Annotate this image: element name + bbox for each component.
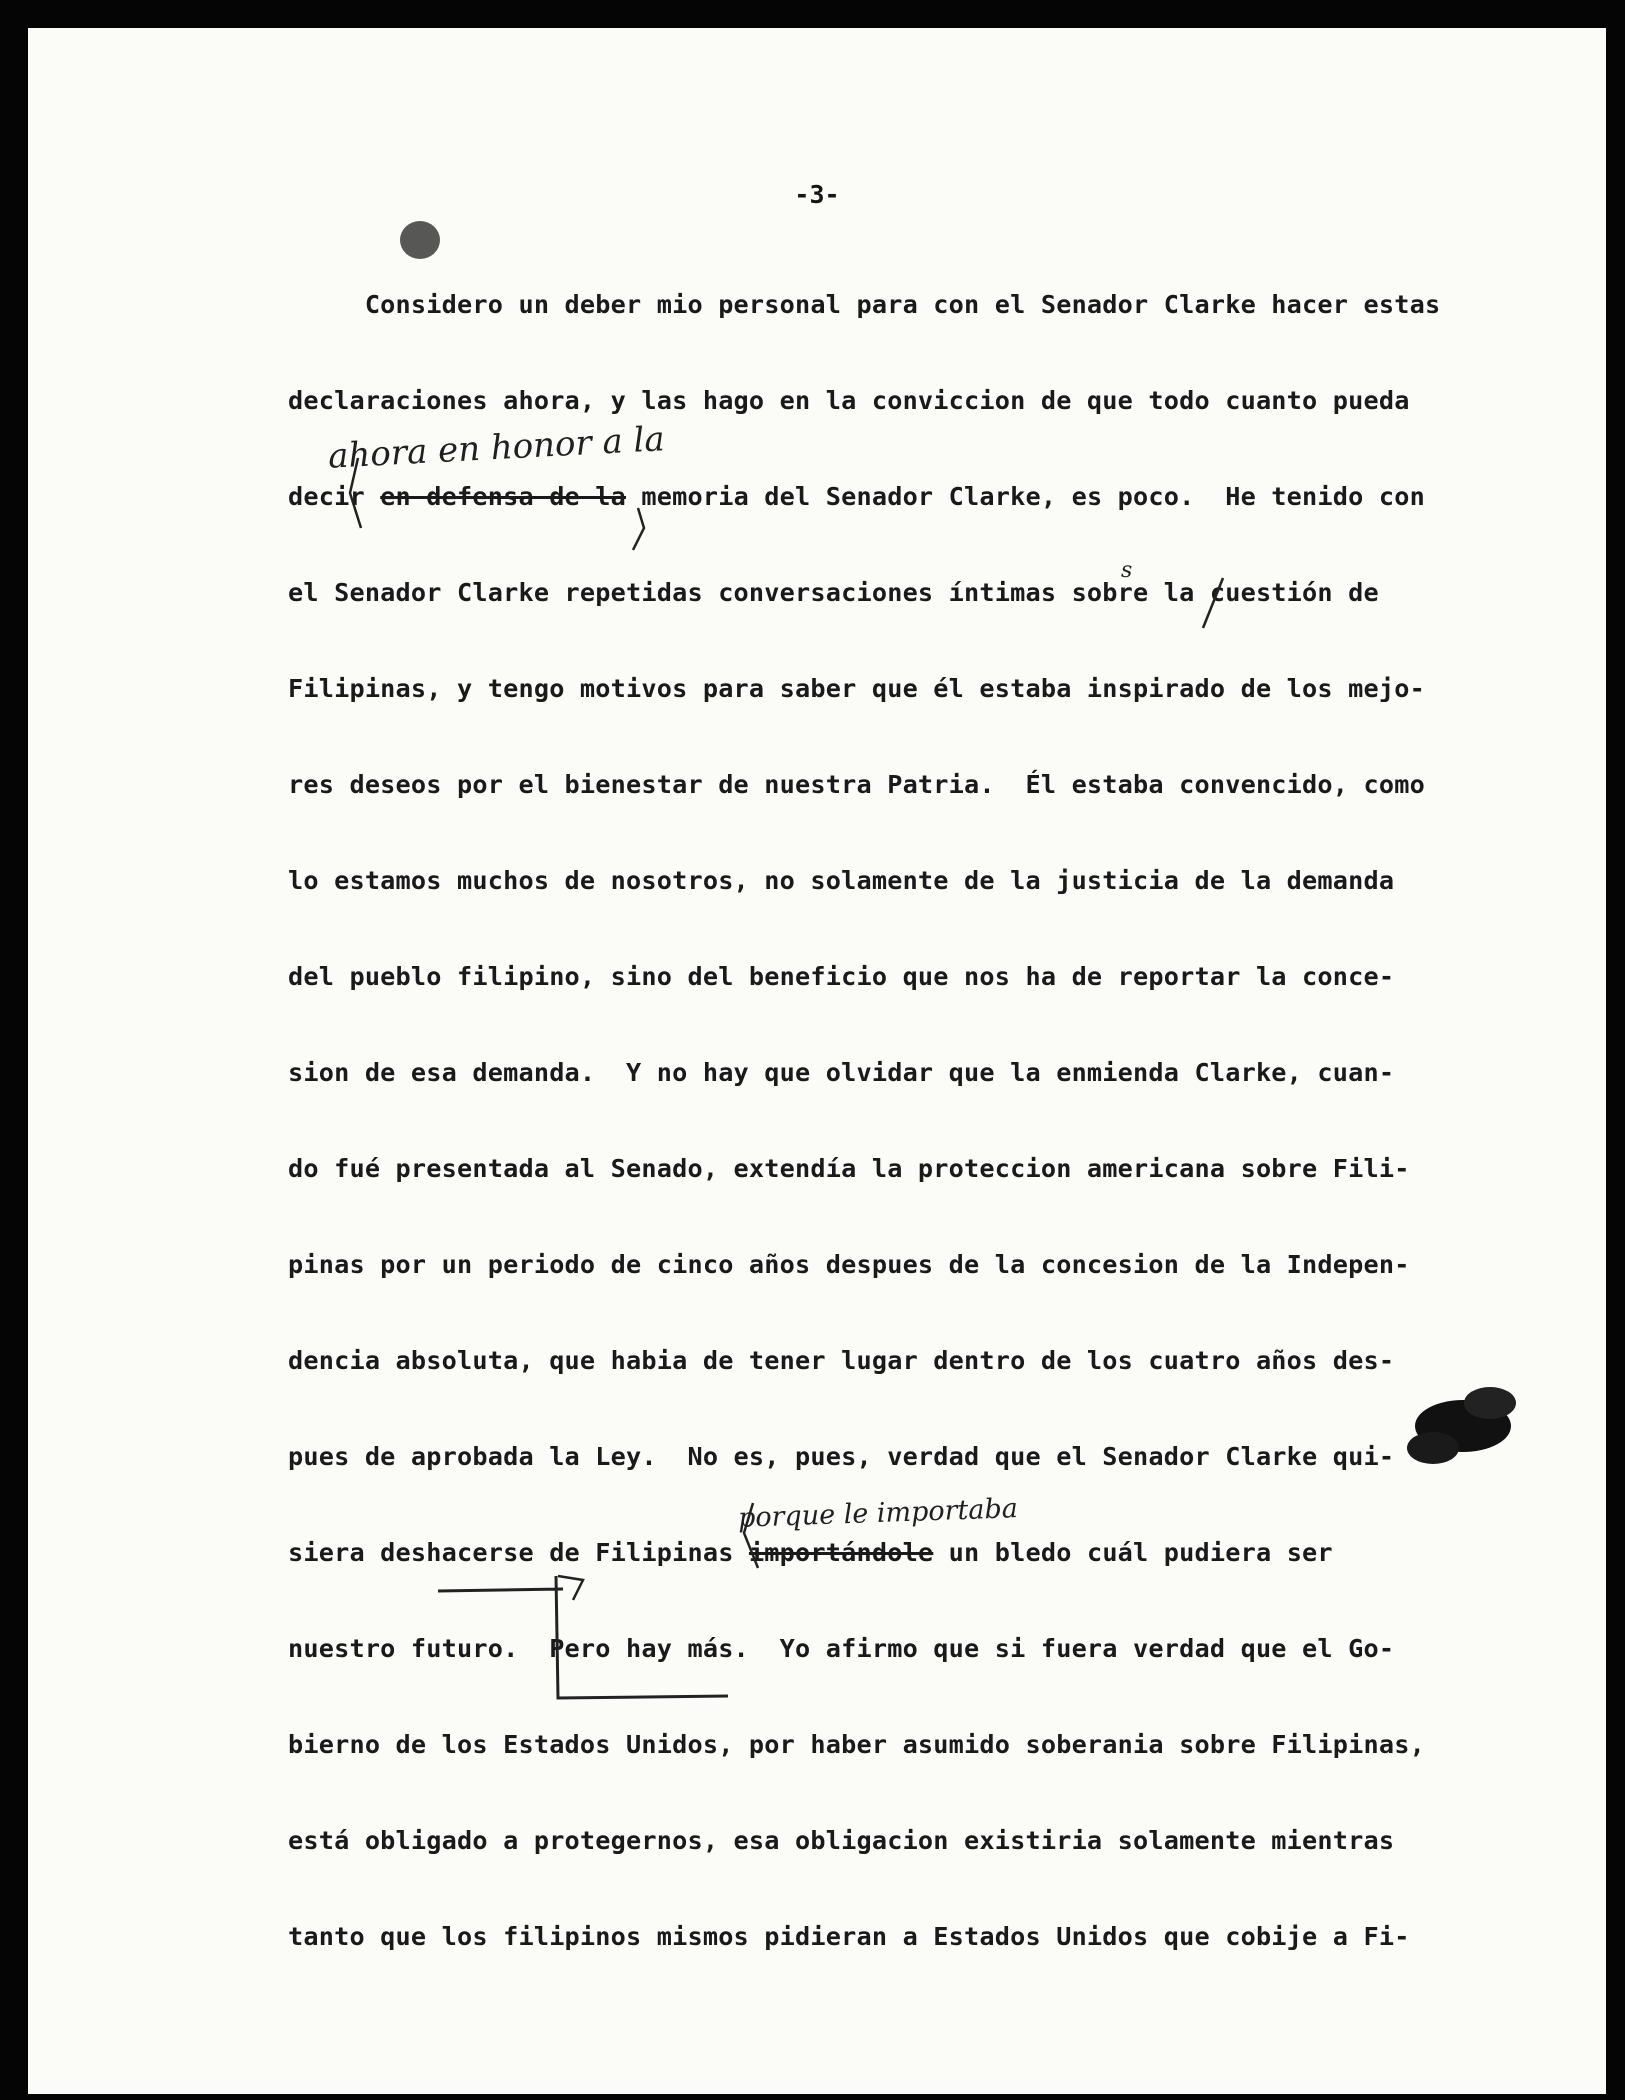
text-line [288,482,1425,511]
text-segment: Filipinas, y tengo motivos para saber que él estaba inspirado de los mejo- [288,674,1425,703]
ink-blot [1407,1432,1459,1464]
document-page [28,28,1606,2094]
text-segment: decir [288,482,381,511]
text-segment: tanto que los filipinos mismos pidieran a Estados Unidos que cobije a Fi- [288,1922,1410,1951]
text-segment: del pueblo filipino, sino del beneficio que nos ha de reportar la conce- [288,962,1395,991]
text-segment: lo estamos muchos de nosotros, no solamente de la justicia de la demanda [288,866,1395,895]
text-line [288,962,1394,991]
text-line [288,1154,1410,1183]
text-segment: Considero un deber mio personal para con el Senador Clarke hacer estas [288,290,1441,319]
text-line [288,1922,1410,1951]
text-segment: sion de esa demanda. Y no hay que olvidar que la enmienda Clarke, cuan- [288,1058,1395,1087]
handwritten-correction: s [1121,558,1133,583]
text-line [288,1826,1394,1855]
paragraph-mark [558,1576,583,1600]
page-number: -3- [794,180,840,209]
struck-text: importándole [748,1538,934,1567]
struck-text: en defensa de la [380,482,627,511]
text-segment: el Senador Clarke repetidas conversaciones íntimas sobre la cuestión de [288,578,1379,607]
text-line [288,1250,1410,1279]
text-line [288,1730,1425,1759]
ink-blot [1415,1400,1511,1452]
text-segment: bierno de los Estados Unidos, por haber asumido soberania sobre Filipinas, [288,1730,1425,1759]
text-segment: pinas por un periodo de cinco años despues de la concesion de la Indepen- [288,1250,1410,1279]
handwritten-insertion: ahora en honor a la [327,419,666,477]
text-segment: dencia absoluta, que habia de tener lugar dentro de los cuatro años des- [288,1346,1395,1375]
text-segment: do fué presentada al Senado, extendía la proteccion americana sobre Fili- [288,1154,1410,1183]
text-line [288,674,1425,703]
ink-blot [1464,1387,1516,1419]
text-line [288,770,1425,799]
text-line [288,1634,1394,1663]
text-line [288,386,1410,415]
text-segment: declaraciones ahora, y las hago en la conviccion de que todo cuanto pueda [288,386,1410,415]
text-line [288,1058,1394,1087]
text-line [288,866,1394,895]
text-segment: memoria del Senador Clarke, es poco. He tenido con [626,482,1425,511]
text-line [288,290,1440,319]
text-segment: res deseos por el bienestar de nuestra Patria. Él estaba convencido, como [288,770,1425,799]
text-line [288,1538,1333,1567]
handwritten-insertion: porque le importaba [737,1493,1019,1534]
text-line [288,1442,1394,1471]
text-segment: siera deshacerse de Filipinas [288,1538,749,1567]
text-segment: pues de aprobada la Ley. No es, pues, verdad que el Senador Clarke qui- [288,1442,1395,1471]
text-line [288,578,1379,607]
text-line [288,1346,1394,1375]
text-segment: un bledo cuál pudiera ser [933,1538,1333,1567]
insertion-caret [633,508,644,550]
text-segment: nuestro futuro. Pero hay más. Yo afirmo que si fuera verdad que el Go- [288,1634,1395,1663]
text-segment: está obligado a protegernos, esa obligacion existiria solamente mientras [288,1826,1395,1855]
ink-blot [400,221,440,259]
